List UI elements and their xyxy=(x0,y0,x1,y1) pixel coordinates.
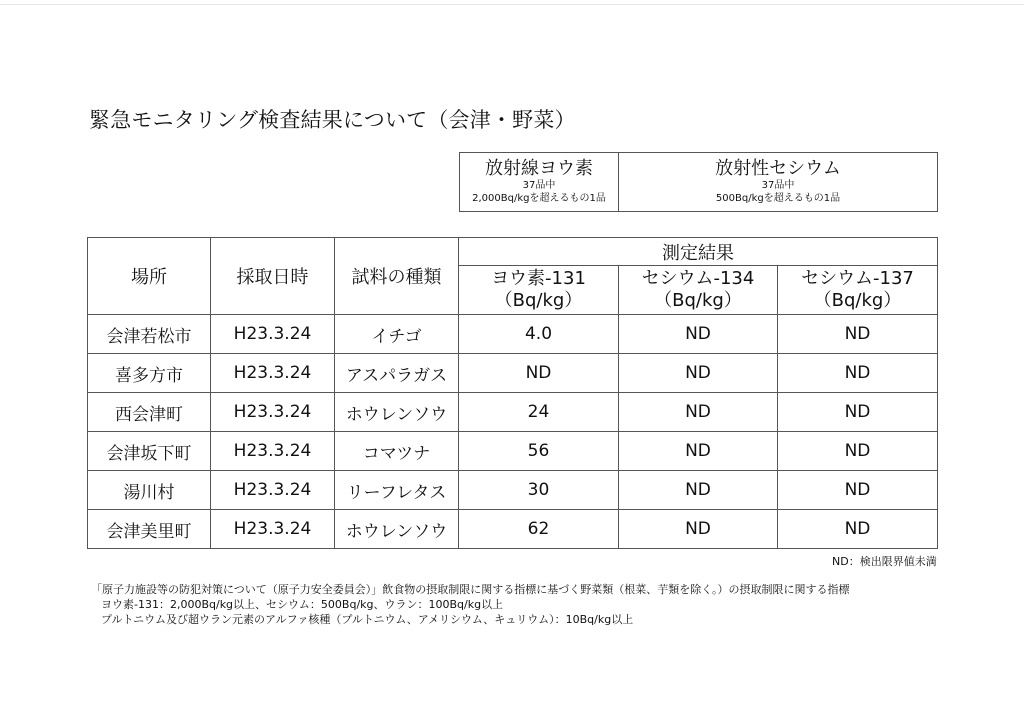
cell-i131: ND xyxy=(459,354,619,393)
table-row xyxy=(88,354,938,393)
cell-sample: コマツナ xyxy=(335,432,459,471)
cell-i131: 24 xyxy=(459,393,619,432)
results-table xyxy=(87,237,938,549)
summary-iodine-exceed: 2,000Bq/kgを超えるもの1品 xyxy=(472,193,606,204)
header-i131-unit: （Bq/kg） xyxy=(494,290,583,311)
summary-row xyxy=(460,153,938,212)
header-cs134-unit: （Bq/kg） xyxy=(654,290,742,311)
table-row xyxy=(88,510,938,549)
cell-i131: 4.0 xyxy=(459,315,619,354)
cell-cs137: ND xyxy=(778,393,938,432)
header-i131-name: ヨウ素-131 xyxy=(491,268,586,289)
footnote-standard: 「原子力施設等の防犯対策について（原子力安全委員会）」飲食物の摂取制限に関する指標に基づく野菜類（根菜、芋類を除く。）の摂取制限に関する指標 xyxy=(91,583,850,596)
cell-place: 会津美里町 xyxy=(88,510,211,549)
cell-cs134: ND xyxy=(619,432,778,471)
cell-sample: アスパラガス xyxy=(335,354,459,393)
cell-cs137: ND xyxy=(778,510,938,549)
cell-i131: 56 xyxy=(459,432,619,471)
cell-sample: ホウレンソウ xyxy=(335,393,459,432)
cell-place: 会津若松市 xyxy=(88,315,211,354)
page-title: 緊急モニタリング検査結果について（会津・野菜） xyxy=(89,108,576,132)
summary-cesium-exceed: 500Bq/kgを超えるもの1品 xyxy=(715,193,841,204)
table-row xyxy=(88,315,938,354)
footnotes xyxy=(91,582,850,627)
cell-date: H23.3.24 xyxy=(211,471,335,510)
nd-note: ND：検出限界値未満 xyxy=(832,555,937,568)
summary-table xyxy=(459,152,938,212)
header-row-top xyxy=(88,238,938,266)
cell-date: H23.3.24 xyxy=(211,393,335,432)
table-row xyxy=(88,471,938,510)
cell-cs137: ND xyxy=(778,354,938,393)
cell-place: 会津坂下町 xyxy=(88,432,211,471)
cell-cs137: ND xyxy=(778,471,938,510)
cell-place: 喜多方市 xyxy=(88,354,211,393)
summary-cesium-heading: 放射性セシウム xyxy=(715,158,841,179)
header-i131 xyxy=(459,266,619,315)
summary-iodine-cell xyxy=(460,153,619,212)
table-row xyxy=(88,432,938,471)
cell-date: H23.3.24 xyxy=(211,315,335,354)
cell-cs137: ND xyxy=(778,432,938,471)
header-sample: 試料の種類 xyxy=(335,238,459,315)
cell-date: H23.3.24 xyxy=(211,510,335,549)
header-measurement: 測定結果 xyxy=(459,238,938,266)
cell-cs137: ND xyxy=(778,315,938,354)
cell-date: H23.3.24 xyxy=(211,432,335,471)
page-top-edge xyxy=(0,4,1024,5)
cell-cs134: ND xyxy=(619,510,778,549)
cell-cs134: ND xyxy=(619,471,778,510)
table-row xyxy=(88,393,938,432)
header-cs137-name: セシウム-137 xyxy=(801,268,914,289)
header-date: 採取日時 xyxy=(211,238,335,315)
footnote-plutonium-limits: プルトニウム及び超ウラン元素のアルファ核種（プルトニウム、アメリシウム、キュリウム）：10Bq/kg以上 xyxy=(101,613,634,626)
summary-cesium-cell xyxy=(619,153,938,212)
summary-iodine-count: 37品中 xyxy=(522,180,556,191)
summary-cesium-count: 37品中 xyxy=(761,180,795,191)
cell-sample: イチゴ xyxy=(335,315,459,354)
cell-cs134: ND xyxy=(619,393,778,432)
header-cs134 xyxy=(619,266,778,315)
footnote-iodine-cesium-limits: ヨウ素-131：2,000Bq/kg以上、セシウム：500Bq/kg、ウラン：100Bq/kg以上 xyxy=(101,598,504,611)
header-cs137-unit: （Bq/kg） xyxy=(813,290,902,311)
cell-place: 湯川村 xyxy=(88,471,211,510)
header-place: 場所 xyxy=(88,238,211,315)
cell-i131: 62 xyxy=(459,510,619,549)
results-body xyxy=(88,315,938,549)
cell-i131: 30 xyxy=(459,471,619,510)
cell-place: 西会津町 xyxy=(88,393,211,432)
cell-sample: ホウレンソウ xyxy=(335,510,459,549)
cell-cs134: ND xyxy=(619,315,778,354)
header-cs137 xyxy=(778,266,938,315)
cell-sample: リーフレタス xyxy=(335,471,459,510)
cell-date: H23.3.24 xyxy=(211,354,335,393)
summary-iodine-heading: 放射線ヨウ素 xyxy=(485,158,593,179)
header-cs134-name: セシウム-134 xyxy=(641,268,755,289)
cell-cs134: ND xyxy=(619,354,778,393)
